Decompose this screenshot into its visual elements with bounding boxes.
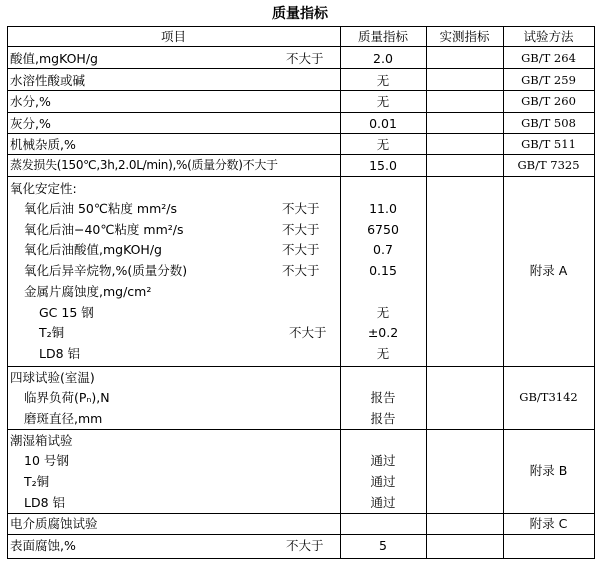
- row-value: 15.0: [369, 158, 397, 173]
- group-label: 氧化安定性:: [10, 181, 77, 196]
- row-divider: [7, 46, 595, 47]
- row-method: GB/T 259: [521, 73, 576, 87]
- row-method: 附录 C: [529, 516, 568, 531]
- row-qualifier: 不大于: [282, 242, 320, 257]
- row-divider: [7, 133, 595, 134]
- quality-table: [7, 26, 595, 559]
- row-method: GB/T 511: [521, 137, 576, 151]
- row-qualifier: 不大于: [289, 325, 327, 340]
- header-method: 试验方法: [523, 29, 574, 44]
- row-value: 通过: [370, 474, 396, 489]
- row-method: GB/T 260: [521, 94, 576, 108]
- row-qualifier: 不大于: [282, 263, 320, 278]
- row-method: GB/T 7325: [517, 158, 580, 172]
- row-divider: [7, 558, 595, 559]
- row-value: 0.15: [369, 263, 397, 278]
- row-value: 无: [376, 73, 390, 88]
- row-label: GC 15 钢: [39, 305, 94, 320]
- row-label: T₂铜: [24, 474, 50, 489]
- row-label: 灰分,%: [10, 116, 51, 131]
- row-divider: [7, 366, 595, 367]
- row-label: 金属片腐蚀度,mg/cm²: [24, 284, 152, 299]
- row-value: 报告: [370, 390, 396, 405]
- row-label: 酸值,mgKOH/g: [10, 51, 98, 66]
- row-qualifier: 不大于: [282, 222, 320, 237]
- row-label: 水分,%: [10, 94, 51, 109]
- row-label: 磨斑直径,mm: [24, 411, 103, 426]
- row-value: 0.7: [373, 242, 393, 257]
- row-label: LD8 铝: [24, 495, 66, 510]
- row-label: T₂铜: [39, 325, 65, 340]
- row-value: 报告: [370, 411, 396, 426]
- row-value: 通过: [370, 495, 396, 510]
- row-divider: [7, 154, 595, 155]
- row-value: 6750: [367, 222, 399, 237]
- row-label: 表面腐蚀,%: [10, 538, 76, 553]
- header-item: 项目: [160, 29, 186, 44]
- group-label: 潮湿箱试验: [10, 433, 73, 448]
- column-divider: [7, 26, 8, 559]
- row-method: 附录 B: [529, 463, 568, 478]
- row-divider: [7, 513, 595, 514]
- row-qualifier: 不大于: [286, 51, 324, 66]
- row-value: 无: [376, 305, 390, 320]
- row-qualifier: 不大于: [282, 201, 320, 216]
- row-label: 氧化后油−40℃粘度 mm²/s: [24, 222, 184, 237]
- row-divider: [7, 90, 595, 91]
- row-label: 临界负荷(Pₙ),N: [24, 390, 110, 405]
- row-value: 无: [376, 94, 390, 109]
- row-divider: [7, 534, 595, 535]
- header-quality-index: 质量指标: [357, 29, 408, 44]
- row-label: 电介质腐蚀试验: [10, 516, 98, 531]
- row-value: 2.0: [373, 51, 393, 66]
- row-label: 氧化后异辛烷物,%(质量分数): [24, 263, 188, 278]
- row-divider: [7, 176, 595, 177]
- row-method: GB/T3142: [519, 390, 578, 404]
- row-value: ±0.2: [367, 325, 399, 340]
- row-label: 水溶性酸或碱: [10, 73, 86, 88]
- row-divider: [7, 429, 595, 430]
- row-value: 通过: [370, 453, 396, 468]
- header-measured: 实测指标: [439, 29, 490, 44]
- row-value: 5: [379, 538, 387, 553]
- row-value: 无: [376, 137, 390, 152]
- row-method: GB/T 264: [521, 51, 576, 65]
- row-divider: [7, 112, 595, 113]
- row-label: 10 号钢: [24, 453, 69, 468]
- row-divider: [7, 68, 595, 69]
- row-divider: [7, 26, 595, 27]
- row-label: 蒸发损失(150℃,3h,2.0L/min),%(质量分数)不大于: [10, 158, 278, 172]
- column-divider: [426, 26, 427, 559]
- row-value: 无: [376, 346, 390, 361]
- row-label: 氧化后油酸值,mgKOH/g: [24, 242, 162, 257]
- row-label: LD8 铝: [39, 346, 81, 361]
- row-label: 氧化后油 50℃粘度 mm²/s: [24, 201, 177, 216]
- row-qualifier: 不大于: [286, 538, 324, 553]
- row-method: GB/T 508: [521, 116, 576, 130]
- table-title: 质量指标: [272, 6, 328, 22]
- group-label: 四球试验(室温): [10, 370, 95, 385]
- column-divider: [594, 26, 595, 559]
- row-label: 机械杂质,%: [10, 137, 76, 152]
- row-value: 0.01: [369, 116, 397, 131]
- row-value: 11.0: [369, 201, 397, 216]
- row-method: 附录 A: [529, 263, 568, 278]
